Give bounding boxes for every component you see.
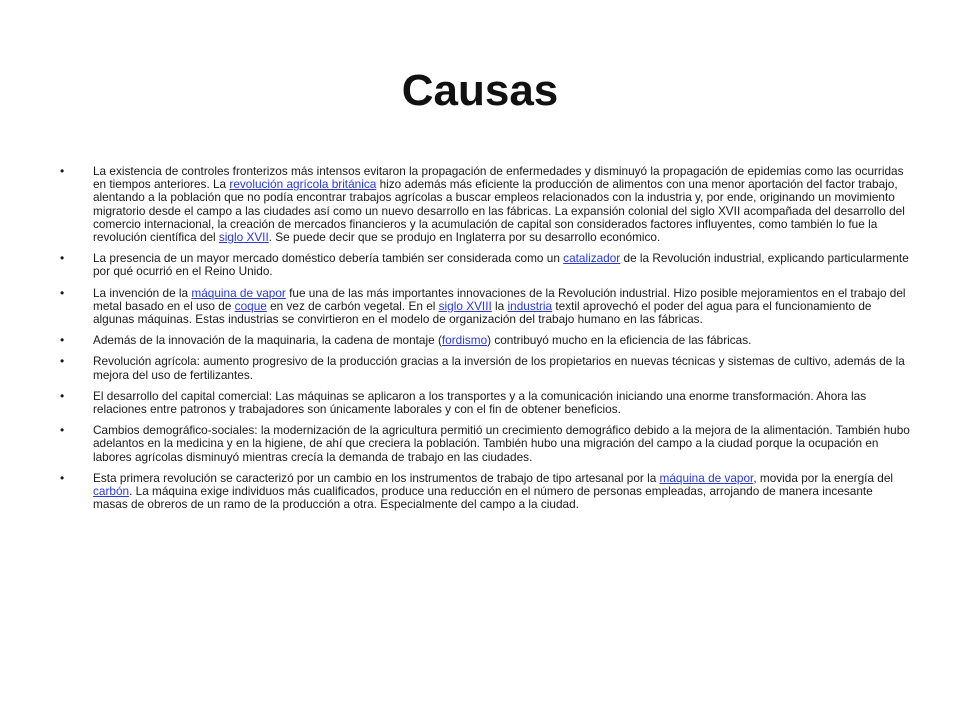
bullet-text: . La máquina exige individuos más cualificados, produce una reducción en el número de personas empleadas, arrojando de manera incesante masas de obreros de un ramo de la producción a otra. Especialmente del campo a la ciudad. bbox=[93, 484, 873, 512]
bullet-item bbox=[60, 390, 910, 416]
bullet-dot-icon: • bbox=[60, 354, 65, 369]
hyperlink[interactable]: industria bbox=[507, 298, 553, 313]
bullet-text: La existencia de controles fronterizos más intensos evitaron la propagación de enfermedades y disminuyó la propagación de epidemias como las ocurridas en tiempos anteriores. La bbox=[93, 164, 904, 192]
bullet-text: La invención de la bbox=[93, 285, 192, 300]
slide-title: Causas bbox=[401, 66, 559, 115]
bullet-dot-icon: • bbox=[60, 388, 65, 403]
bullet-item bbox=[60, 355, 910, 381]
bullet-text: Esta primera revolución se caracterizó por un cambio en los instrumentos de trabajo de tipo artesanal por la bbox=[93, 470, 660, 485]
bullet-item bbox=[60, 287, 910, 327]
hyperlink[interactable]: máquina de vapor bbox=[191, 285, 286, 300]
bullet-text: La presencia de un mayor mercado doméstico debería también ser considerada como un bbox=[93, 251, 564, 266]
bullet-dot-icon: • bbox=[60, 251, 65, 266]
bullet-item bbox=[60, 252, 910, 278]
bullet-item bbox=[60, 424, 910, 464]
bullet-dot-icon: • bbox=[60, 470, 65, 485]
hyperlink[interactable]: siglo XVII bbox=[218, 230, 269, 245]
bullet-text: fue una de las más importantes innovaciones de la Revolución industrial. Hizo posible mejoramientos en el trabajo del metal basado en el uso de bbox=[93, 285, 906, 313]
bullet-text: Además de la innovación de la maquinaria, la cadena de montaje ( bbox=[93, 333, 442, 348]
bullet-text: la bbox=[491, 298, 508, 313]
bullet-text: de la Revolución industrial, explicando particularmente por qué ocurrió en el Reino Unido. bbox=[93, 251, 909, 279]
hyperlink[interactable]: revolución agrícola británica bbox=[229, 177, 377, 192]
bullet-item bbox=[60, 165, 910, 244]
bullet-text: . Se puede decir que se produjo en Inglaterra por su desarrollo económico. bbox=[268, 230, 661, 245]
bullet-dot-icon: • bbox=[60, 333, 65, 348]
bullet-dot-icon: • bbox=[60, 285, 65, 300]
hyperlink[interactable]: catalizador bbox=[563, 251, 621, 266]
bullet-dot-icon: • bbox=[60, 423, 65, 438]
bullet-text: ) contribuyó mucho en la eficiencia de las fábricas. bbox=[487, 333, 752, 348]
bullet-text: El desarrollo del capital comercial: Las máquinas se aplicaron a los transportes y a la comunicación iniciando una enorme transformación. Ahora las relaciones entre patronos y trabajadores son únicamente laborales y con el fin de obtener beneficios. bbox=[93, 388, 867, 417]
bullet-text: , movida por la energía del bbox=[753, 470, 894, 485]
bullet-text: en vez de carbón vegetal. En el bbox=[266, 298, 439, 313]
bullet-text: Cambios demográfico-sociales: la modernización de la agricultura permitió un crecimiento demográfico debido a la mejora de la alimentación. También hubo adelantos en la medicina y en la higiene, de ahí que creciera la población. También hubo una migración del campo a la ciudad porque la ocupación en labores agrícolas disminuyó mientras crecía la demanda de trabajo en las ciudades. bbox=[93, 423, 910, 464]
hyperlink[interactable]: siglo XVIII bbox=[438, 298, 492, 313]
bullet-text: textil aprovechó el poder del agua para el funcionamiento de algunas máquinas. Estas industrias se convirtieron en el modelo de organización del trabajo humano en las fábricas. bbox=[93, 298, 872, 327]
hyperlink[interactable]: carbón bbox=[93, 484, 130, 499]
bullet-item bbox=[60, 334, 910, 347]
hyperlink[interactable]: coque bbox=[234, 298, 267, 313]
bullet-text: hizo además más eficiente la producción de alimentos con una menor aportación del factor trabajo, alentando a la población que no podía encontrar trabajos agrícolas a buscar empleos relacionados con la industria y, por ende, originando un movimiento migratorio desde el campo a las ciudades así como un nuevo desarrollo en las fábricas. La expansión colonial del siglo XVII acompañada del desarrollo del comercio internacional, la creación de mercados financieros y la acumulación de capital son considerados factores influyentes, como también lo fue la revolución científica del bbox=[93, 177, 905, 245]
hyperlink[interactable]: máquina de vapor bbox=[659, 470, 754, 485]
hyperlink[interactable]: fordismo bbox=[441, 333, 488, 348]
bullet-item bbox=[60, 472, 910, 512]
bullet-list bbox=[60, 165, 910, 519]
bullet-dot-icon: • bbox=[60, 164, 65, 178]
bullet-text: Revolución agrícola: aumento progresivo de la producción gracias a la inversión de los propietarios en nuevas técnicas y sistemas de cultivo, además de la mejora del uso de fertilizantes. bbox=[93, 354, 905, 382]
